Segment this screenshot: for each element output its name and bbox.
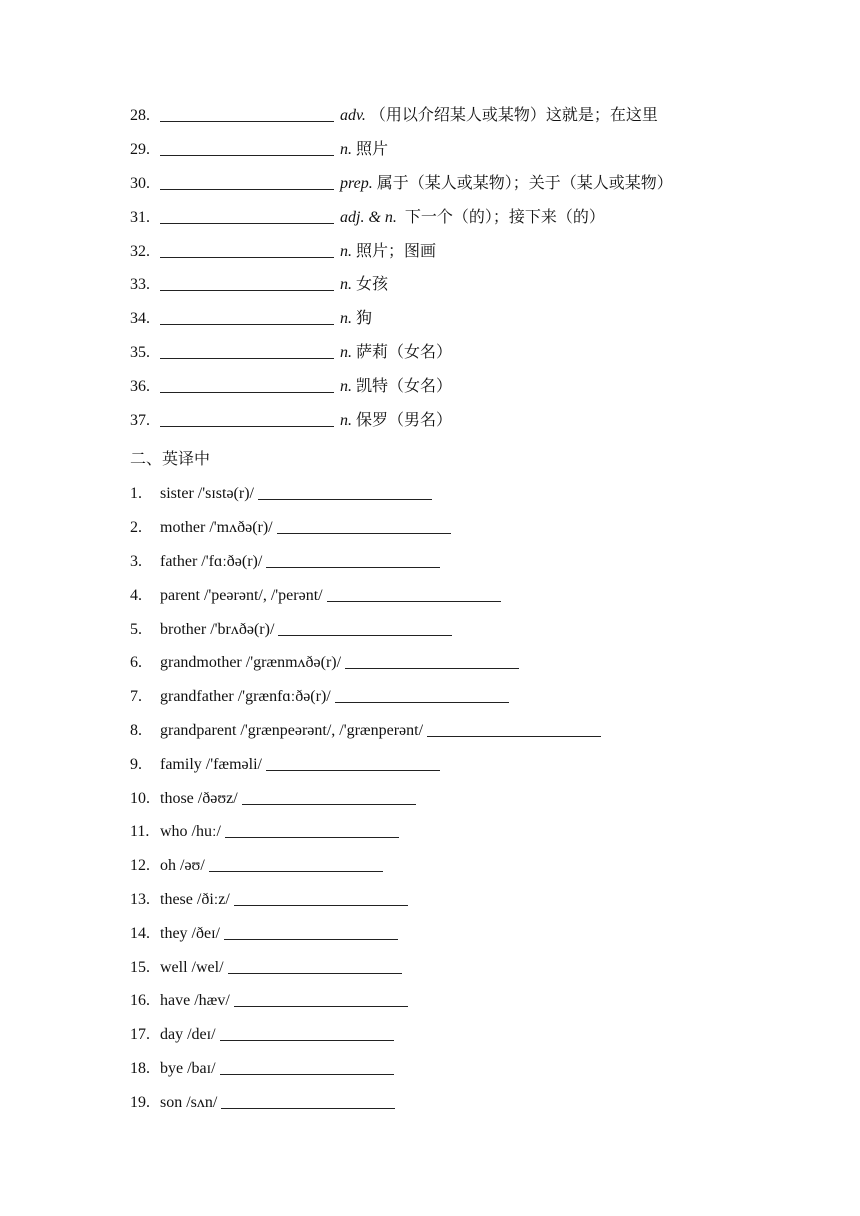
- item-number: 12.: [130, 857, 150, 874]
- answer-blank[interactable]: [224, 923, 398, 940]
- word-phonetic: well /wel/: [160, 959, 224, 976]
- meaning: 照片；图画: [356, 243, 437, 260]
- section-heading: 二、英译中: [130, 451, 211, 468]
- answer-blank[interactable]: [209, 855, 383, 872]
- answer-blank[interactable]: [160, 274, 334, 291]
- word-phonetic: grandmother /'grænmʌðə(r)/: [160, 654, 342, 671]
- vocab-row-e11: [130, 820, 399, 844]
- meaning: 凯特（女名）: [356, 378, 453, 395]
- vocab-row-e6: [130, 651, 519, 675]
- meaning: 保罗（男名）: [356, 412, 453, 429]
- word-phonetic: bye /baɪ/: [160, 1060, 216, 1077]
- vocab-row-e7: [130, 685, 509, 709]
- item-number: 7.: [130, 688, 142, 705]
- answer-blank[interactable]: [160, 105, 334, 122]
- answer-blank[interactable]: [160, 241, 334, 258]
- word-phonetic: parent /'peərənt/, /'perənt/: [160, 587, 323, 604]
- item-number: 11.: [130, 823, 150, 840]
- item-number: 14.: [130, 925, 150, 942]
- part-of-speech: n.: [340, 243, 352, 260]
- vocab-row-33: [130, 273, 388, 297]
- item-number: 3.: [130, 553, 142, 570]
- answer-blank[interactable]: [220, 1058, 394, 1075]
- answer-blank[interactable]: [277, 517, 451, 534]
- answer-blank[interactable]: [234, 990, 408, 1007]
- answer-blank[interactable]: [160, 308, 334, 325]
- part-of-speech: n.: [340, 310, 352, 327]
- vocab-row-32: [130, 240, 436, 264]
- meaning: （用以介绍某人或某物）这就是；在这里: [369, 107, 658, 124]
- vocab-row-37: [130, 409, 452, 433]
- vocab-row-e19: [130, 1091, 395, 1115]
- vocab-row-36: [130, 375, 452, 399]
- answer-blank[interactable]: [258, 483, 432, 500]
- item-number: 6.: [130, 654, 142, 671]
- vocab-row-30: [130, 172, 673, 196]
- answer-blank[interactable]: [160, 207, 334, 224]
- vocab-row-e13: [130, 888, 408, 912]
- answer-blank[interactable]: [278, 619, 452, 636]
- word-phonetic: grandfather /'grænfɑːðə(r)/: [160, 688, 331, 705]
- part-of-speech: n.: [340, 276, 352, 293]
- item-number: 13.: [130, 891, 150, 908]
- vocab-row-e16: [130, 989, 408, 1013]
- answer-blank[interactable]: [221, 1092, 395, 1109]
- vocab-row-e15: [130, 956, 402, 980]
- answer-blank[interactable]: [234, 889, 408, 906]
- vocab-row-e10: [130, 787, 416, 811]
- item-number: 37.: [130, 412, 150, 429]
- word-phonetic: father /'fɑːðə(r)/: [160, 553, 263, 570]
- item-number: 17.: [130, 1026, 150, 1043]
- word-phonetic: family /'fæməli/: [160, 756, 262, 773]
- answer-blank[interactable]: [242, 788, 416, 805]
- vocab-row-e17: [130, 1023, 394, 1047]
- word-phonetic: they /ðeɪ/: [160, 925, 220, 942]
- vocab-row-28: [130, 104, 658, 128]
- answer-blank[interactable]: [345, 652, 519, 669]
- part-of-speech: adj. & n.: [340, 209, 397, 226]
- meaning: 属于（某人或某物）；关于（某人或某物）: [376, 175, 673, 192]
- item-number: 9.: [130, 756, 142, 773]
- meaning: 萨莉（女名）: [356, 344, 453, 361]
- vocab-row-e14: [130, 922, 398, 946]
- item-number: 18.: [130, 1060, 150, 1077]
- item-number: 30.: [130, 175, 150, 192]
- vocab-row-e1: [130, 482, 432, 506]
- word-phonetic: day /deɪ/: [160, 1026, 216, 1043]
- part-of-speech: n.: [340, 141, 352, 158]
- answer-blank[interactable]: [160, 139, 334, 156]
- item-number: 19.: [130, 1094, 150, 1111]
- meaning: 下一个（的）；接下来（的）: [400, 209, 605, 226]
- item-number: 29.: [130, 141, 150, 158]
- item-number: 4.: [130, 587, 142, 604]
- item-number: 35.: [130, 344, 150, 361]
- item-number: 31.: [130, 209, 150, 226]
- word-phonetic: who /huː/: [160, 823, 221, 840]
- meaning: 狗: [356, 310, 373, 327]
- item-number: 36.: [130, 378, 150, 395]
- answer-blank[interactable]: [266, 551, 440, 568]
- item-number: 15.: [130, 959, 150, 976]
- answer-blank[interactable]: [427, 720, 601, 737]
- item-number: 8.: [130, 722, 142, 739]
- answer-blank[interactable]: [228, 957, 402, 974]
- answer-blank[interactable]: [160, 376, 334, 393]
- item-number: 2.: [130, 519, 142, 536]
- part-of-speech: prep.: [340, 175, 373, 192]
- word-phonetic: these /ðiːz/: [160, 891, 230, 908]
- item-number: 28.: [130, 107, 150, 124]
- vocab-row-e12: [130, 854, 383, 878]
- vocab-row-e18: [130, 1057, 394, 1081]
- word-phonetic: son /sʌn/: [160, 1094, 218, 1111]
- part-of-speech: n.: [340, 412, 352, 429]
- part-of-speech: n.: [340, 378, 352, 395]
- item-number: 32.: [130, 243, 150, 260]
- word-phonetic: grandparent /'grænpeərənt/, /'grænperənt/: [160, 722, 424, 739]
- item-number: 33.: [130, 276, 150, 293]
- item-number: 10.: [130, 790, 150, 807]
- word-phonetic: those /ðəʊz/: [160, 790, 238, 807]
- item-number: 16.: [130, 992, 150, 1009]
- part-of-speech: n.: [340, 344, 352, 361]
- vocab-row-e8: [130, 719, 601, 743]
- meaning: 照片: [356, 141, 389, 158]
- vocab-row-e9: [130, 753, 440, 777]
- answer-blank[interactable]: [160, 410, 334, 427]
- word-phonetic: brother /'brʌðə(r)/: [160, 621, 275, 638]
- vocab-row-29: [130, 138, 388, 162]
- item-number: 1.: [130, 485, 142, 502]
- answer-blank[interactable]: [266, 754, 440, 771]
- answer-blank[interactable]: [160, 342, 334, 359]
- vocab-row-e5: [130, 618, 452, 642]
- word-phonetic: have /hæv/: [160, 992, 230, 1009]
- vocab-row-e2: [130, 516, 451, 540]
- vocab-row-35: [130, 341, 452, 365]
- answer-blank[interactable]: [225, 821, 399, 838]
- answer-blank[interactable]: [220, 1024, 394, 1041]
- item-number: 34.: [130, 310, 150, 327]
- answer-blank[interactable]: [160, 173, 334, 190]
- answer-blank[interactable]: [335, 686, 509, 703]
- vocab-row-34: [130, 307, 372, 331]
- answer-blank[interactable]: [327, 585, 501, 602]
- word-phonetic: oh /əʊ/: [160, 857, 205, 874]
- meaning: 女孩: [356, 276, 389, 293]
- word-phonetic: mother /'mʌðə(r)/: [160, 519, 273, 536]
- part-of-speech: adv.: [340, 107, 366, 124]
- vocab-row-e4: [130, 584, 501, 608]
- item-number: 5.: [130, 621, 142, 638]
- vocab-row-31: [130, 206, 605, 230]
- vocab-row-e3: [130, 550, 440, 574]
- word-phonetic: sister /'sɪstə(r)/: [160, 485, 254, 502]
